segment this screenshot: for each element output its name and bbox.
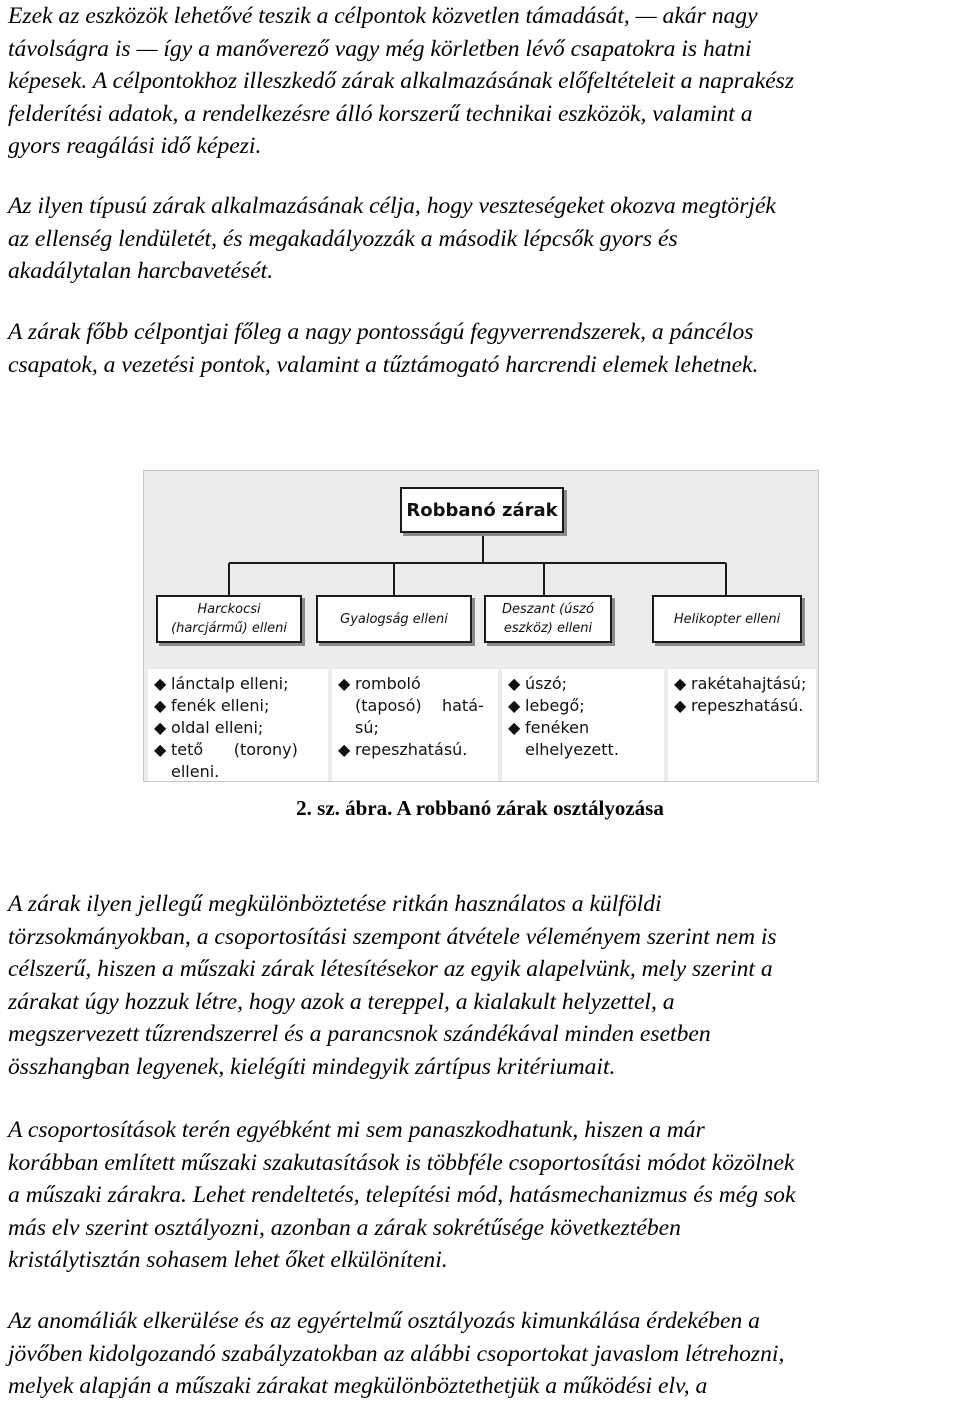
paragraph xyxy=(8,316,958,381)
list-item-text: fenéken xyxy=(525,718,590,737)
list-item xyxy=(154,739,328,761)
paragraph xyxy=(8,888,958,1083)
list-item xyxy=(154,761,328,783)
list-item-text: elhelyezett. xyxy=(525,740,619,759)
list-item xyxy=(154,673,328,695)
classification-diagram xyxy=(143,470,819,782)
text-line: Az anomáliák elkerülése és az egyértelmű osztályozás kimunkálása érdekében a xyxy=(8,1308,760,1334)
text-line: akadálytalan harcbavetését. xyxy=(8,258,274,284)
bullet-icon: ◆ xyxy=(154,740,167,759)
list-item-text: lánctalp elleni; xyxy=(171,674,289,693)
list-item xyxy=(338,695,498,717)
subtype-list-helicopter xyxy=(668,669,816,781)
text-line: gyors reagálási idő képezi. xyxy=(8,133,262,159)
list-item-text: lebegő; xyxy=(525,696,585,715)
text-line: melyek alapján a műszaki zárakat megkülönböztethetjük a működési elv, a xyxy=(8,1373,708,1399)
category-label-line: Deszant (úszó xyxy=(502,602,594,617)
list-item xyxy=(508,739,664,761)
text-line: Az ilyen típusú zárak alkalmazásának célja, hogy veszteségeket okozva megtörjék xyxy=(8,193,776,219)
subtype-list-armor xyxy=(148,669,328,781)
list-item xyxy=(508,673,664,695)
text-line: célszerű, hiszen a műszaki zárak létesítésekor az egyik alapelvünk, mely szerint a xyxy=(8,956,773,982)
text-line: zárakat úgy hozzuk létre, hogy azok a tereppel, a kialakult helyzettel, a xyxy=(8,988,675,1015)
bullet-icon: ◆ xyxy=(508,696,521,715)
list-item-text: (taposó) hatá- xyxy=(355,696,484,715)
list-item-text: rakétahajtású; xyxy=(691,674,807,693)
list-item xyxy=(154,717,328,739)
list-item xyxy=(338,717,498,739)
text-line: kristálytisztán sohasem lehet őket elkülöníteni. xyxy=(8,1247,448,1273)
text-line: felderítési adatok, a rendelkezésre álló korszerű technikai eszközök, valamint a xyxy=(8,100,753,127)
category-box-helicopter xyxy=(652,595,802,643)
list-item-text: tető (torony) xyxy=(171,740,298,759)
category-box-armor xyxy=(156,595,302,643)
paragraph xyxy=(8,0,958,163)
text-line: A zárak főbb célpontjai főleg a nagy pontosságú fegyverrendszerek, a páncélos xyxy=(8,319,754,345)
text-line: összhangban legyenek, kielégíti mindegyik zártípus kritériumait. xyxy=(8,1053,616,1080)
bullet-icon: ◆ xyxy=(154,696,167,715)
text-line: képesek. A célpontokhoz illeszkedő zárak alkalmazásának előfeltételeit a naprakész xyxy=(8,68,795,94)
text-line: jövőben kidolgozandó szabályzatokban az alábbi csoportokat javaslom létrehozni, xyxy=(8,1340,785,1367)
paragraph xyxy=(8,190,958,288)
diagram-root-box xyxy=(400,487,564,533)
paragraph xyxy=(8,1114,958,1277)
category-label-line: eszköz) elleni xyxy=(503,621,593,636)
bullet-icon: ◆ xyxy=(338,674,351,693)
text-line: távolságra is — így a manőverező vagy még körletben lévő csapatokra is hatni xyxy=(8,35,752,62)
text-line: törzsokmányokban, a csoportosítási szempont átvétele véleményem szerint nem is xyxy=(8,923,777,950)
text-line: a műszaki zárakra. Lehet rendeltetés, telepítési mód, hatásmechanizmus és még sok xyxy=(8,1182,796,1208)
text-line: A zárak ilyen jellegű megkülönböztetése ritkán használatos a külföldi xyxy=(8,891,662,917)
subtype-list-infantry xyxy=(332,669,498,781)
list-item-text: fenék elleni; xyxy=(171,696,270,715)
list-item xyxy=(154,695,328,717)
list-item xyxy=(674,695,816,717)
bullet-icon: ◆ xyxy=(674,674,687,693)
list-item-text: repeszhatású. xyxy=(355,740,468,759)
category-label-line: Harckocsi xyxy=(197,602,261,617)
text-line: csapatok, a vezetési pontok, valamint a tűztámogató harcrendi elemek lehetnek. xyxy=(8,351,759,378)
list-item xyxy=(508,695,664,717)
list-item-text: oldal elleni; xyxy=(171,718,264,737)
category-label-line: (harcjármű) elleni xyxy=(171,621,287,636)
figure-caption: 2. sz. ábra. A robbanó zárak osztályozása xyxy=(296,796,664,820)
category-label-line: Helikopter elleni xyxy=(673,611,781,627)
list-item-text: elleni. xyxy=(171,762,220,781)
category-box-landing xyxy=(484,595,612,643)
list-item-text: repeszhatású. xyxy=(691,696,804,715)
text-line: más elv szerint osztályozni, azonban a zárak sokrétűsége következtében xyxy=(8,1214,681,1241)
bullet-icon: ◆ xyxy=(338,740,351,759)
text-line: korábban említett műszaki szakutasítások is többféle csoportosítási módot közölnek xyxy=(8,1149,795,1176)
list-item xyxy=(674,673,816,695)
text-line: megszervezett tűzrendszerrel és a parancsnok szándékával minden esetben xyxy=(8,1021,711,1047)
list-item-text: sú; xyxy=(355,718,379,737)
list-item xyxy=(338,673,498,695)
bullet-icon: ◆ xyxy=(154,674,167,693)
list-item-text: úszó; xyxy=(525,674,568,693)
paragraph xyxy=(8,1305,958,1403)
list-item xyxy=(508,717,664,739)
bullet-icon: ◆ xyxy=(674,696,687,715)
diagram-root-label: Robbanó zárak xyxy=(406,499,558,521)
text-line: A csoportosítások terén egyébként mi sem panaszkodhatunk, hiszen a már xyxy=(8,1117,705,1143)
category-label-line: Gyalogság elleni xyxy=(340,611,448,627)
subtype-list-landing xyxy=(502,669,664,781)
category-box-infantry xyxy=(316,595,472,643)
bullet-icon: ◆ xyxy=(154,718,167,737)
text-line: Ezek az eszközök lehetővé teszik a célpontok közvetlen támadását, — akár nagy xyxy=(8,3,758,29)
list-item-text: romboló xyxy=(355,674,421,693)
bullet-icon: ◆ xyxy=(508,674,521,693)
bullet-icon: ◆ xyxy=(508,718,521,737)
list-item xyxy=(338,739,498,761)
text-line: az ellenség lendületét, és megakadályozzák a második lépcsők gyors és xyxy=(8,225,678,252)
